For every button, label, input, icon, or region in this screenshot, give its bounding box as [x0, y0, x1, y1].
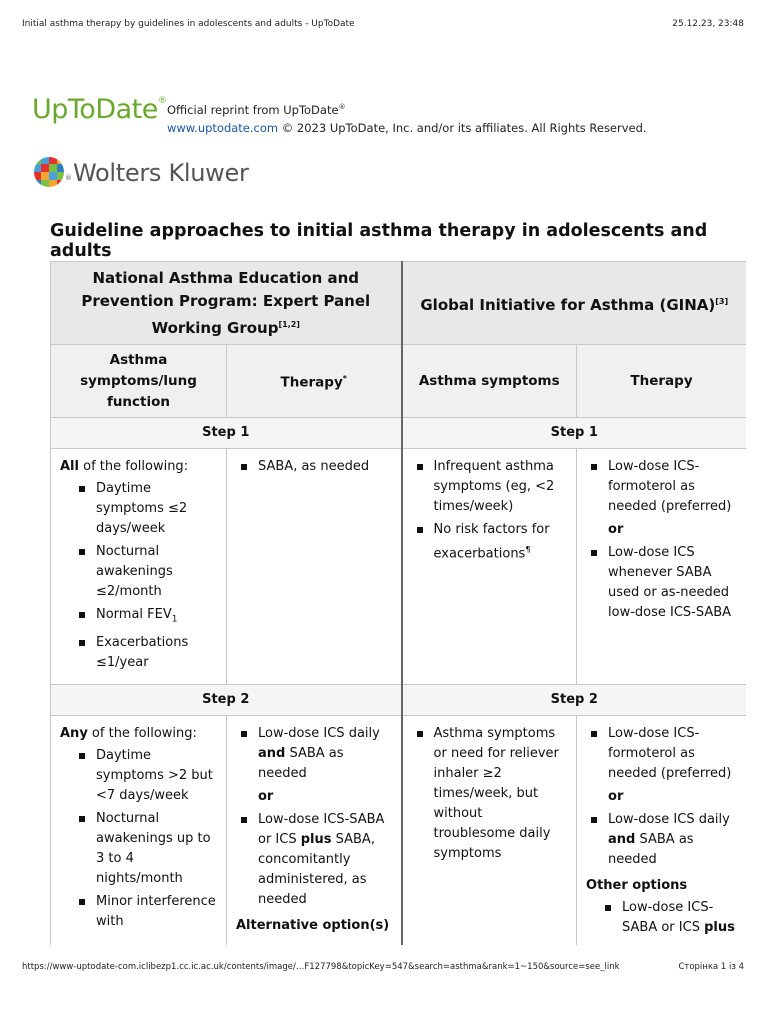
print-header-title: Initial asthma therapy by guidelines in adolescents and adults - UpToDate: [22, 19, 355, 29]
naepp-header: National Asthma Education and Prevention Program: Expert Panel Working Group[1,2]: [51, 262, 402, 345]
wk-globe-icon: [33, 156, 65, 188]
list-item: Low-dose ICS daily and SABA as needed: [586, 810, 738, 870]
col-header-naepp-symptoms: Asthma symptoms/lung function: [51, 345, 227, 418]
step1-gina-therapy: Low-dose ICS-formoterol as needed (preferred) or Low-dose ICS whenever SABA used or as-needed low-dose ICS-SABA: [577, 449, 746, 685]
uptodate-logo: UpToDate®: [32, 94, 167, 125]
guideline-table-container[interactable]: [50, 261, 746, 945]
step2-gina-therapy: Low-dose ICS-formoterol as needed (preferred) or Low-dose ICS daily and SABA as needed Other options Low-dose ICS-SABA or ICS plus: [577, 715, 746, 945]
print-header-date: 25.12.23, 23:48: [672, 19, 744, 29]
step1-naepp-label: Step 1: [51, 418, 402, 449]
col-header-gina-therapy: Therapy: [577, 345, 746, 418]
list-item: Exacerbations ≤1/year: [74, 633, 218, 673]
list-item: Minor interference with: [74, 892, 218, 932]
list-item: Nocturnal awakenings up to 3 to 4 nights/month: [74, 809, 218, 889]
list-item: Low-dose ICS-SABA or ICS plus: [600, 898, 738, 938]
guideline-table: [50, 261, 746, 945]
print-footer-url: https://www-uptodate-com.iclibezp1.cc.ic.ac.uk/contents/image/…F127798&topicKey=547&search=asthma&rank=1~150&source=see_link: [22, 962, 620, 972]
list-item: Nocturnal awakenings ≤2/month: [74, 542, 218, 602]
uptodate-link[interactable]: www.uptodate.com: [167, 120, 279, 135]
print-header: [22, 19, 744, 29]
list-item: Low-dose ICS whenever SABA used or as-needed low-dose ICS-SABA: [586, 543, 738, 623]
step2-gina-symptoms: [402, 715, 577, 945]
list-item: Low-dose ICS-formoterol as needed (preferred): [586, 457, 738, 517]
step2-gina-label: Step 2: [402, 684, 746, 715]
reprint-notice: Official reprint from UpToDate® www.uptodate.com © 2023 UpToDate, Inc. and/or its affiliates. All Rights Reserved.: [167, 102, 647, 135]
col-header-naepp-therapy: Therapy*: [227, 345, 402, 418]
step2-naepp-label: Step 2: [51, 684, 402, 715]
col-header-gina-symptoms: Asthma symptoms: [402, 345, 577, 418]
step1-naepp-therapy: [227, 449, 402, 685]
list-item: SABA, as needed: [236, 457, 393, 477]
print-footer: [22, 962, 744, 972]
list-item: Low-dose ICS-SABA or ICS plus SABA, concomitantly administered, as needed: [236, 810, 393, 910]
step1-gina-symptoms: [402, 449, 577, 685]
list-item: Daytime symptoms ≤2 days/week: [74, 479, 218, 539]
list-item: Normal $FEV_1$: [74, 605, 218, 630]
list-item: Daytime symptoms >2 but <7 days/week: [74, 746, 218, 806]
step2-naepp-symptoms: Any of the following: Daytime symptoms >2 but <7 days/week Nocturnal awakenings up to 3 to 4 nights/month Minor interference with: [51, 715, 227, 945]
gina-header: Global Initiative for Asthma (GINA)[3]: [402, 262, 746, 345]
print-footer-page: Сторінка 1 із 4: [678, 962, 744, 972]
list-item: No risk factors for exacerbations¶: [412, 520, 569, 564]
page-title: Guideline approaches to initial asthma therapy in adolescents and adults: [50, 221, 708, 261]
list-item: Low-dose ICS-formoterol as needed (preferred): [586, 724, 738, 784]
list-item: Low-dose ICS daily and SABA as needed: [236, 724, 393, 784]
list-item: Asthma symptoms or need for reliever inhaler ≥2 times/week, but without troublesome daily symptoms: [412, 724, 569, 864]
step1-naepp-symptoms: All of the following: Daytime symptoms ≤2 days/week Nocturnal awakenings ≤2/month Normal $FEV_1$ Exacerbations ≤1/year: [51, 449, 227, 685]
step2-naepp-therapy: Low-dose ICS daily and SABA as needed or Low-dose ICS-SABA or ICS plus SABA, concomitantly administered, as needed Alternative option(s): [227, 715, 402, 945]
list-item: Infrequent asthma symptoms (eg, <2 times/week): [412, 457, 569, 517]
step1-gina-label: Step 1: [402, 418, 746, 449]
